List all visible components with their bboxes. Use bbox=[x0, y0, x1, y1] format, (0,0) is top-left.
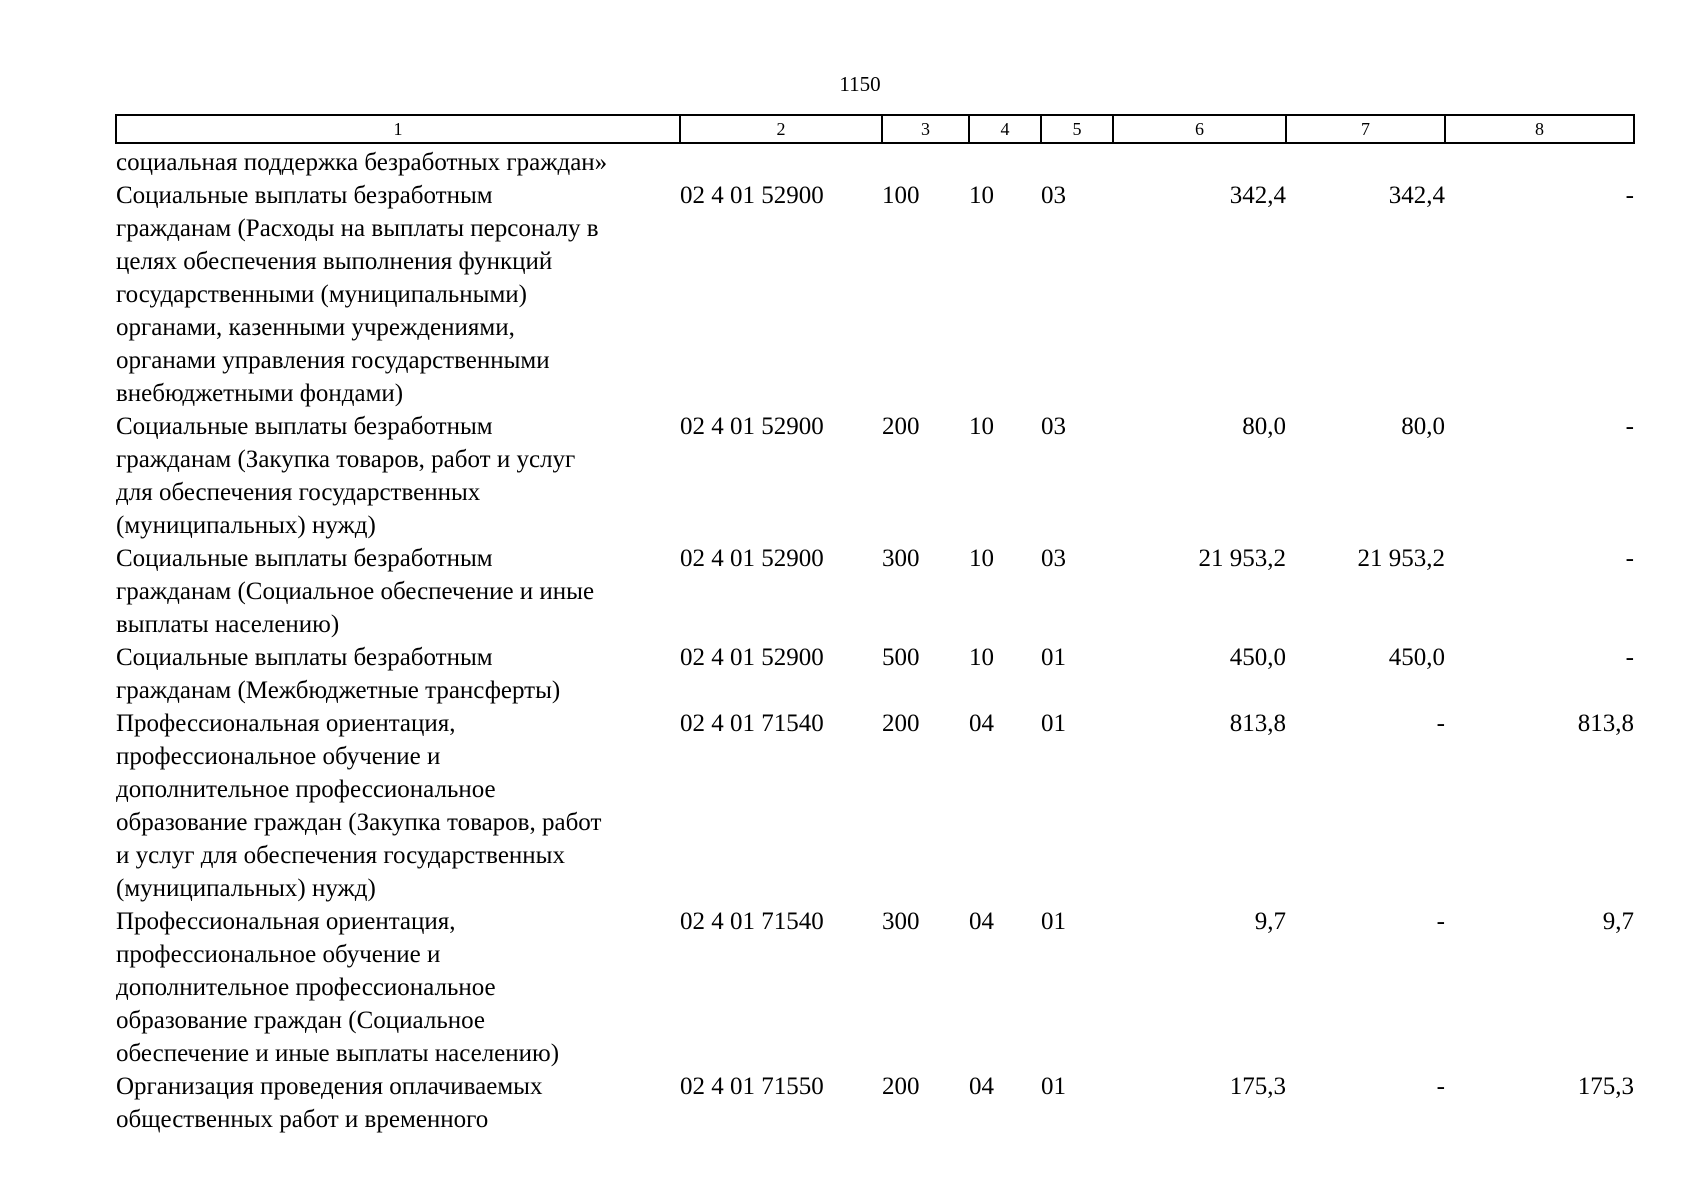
row-rz: 04 bbox=[969, 908, 994, 935]
table-row bbox=[116, 410, 1634, 542]
row-code: 02 4 01 52900 bbox=[680, 182, 824, 209]
row-vr: 300 bbox=[882, 545, 920, 572]
header-row bbox=[116, 115, 1634, 143]
column-header-1: 1 bbox=[116, 115, 680, 143]
row-total: 342,4 bbox=[1229, 182, 1286, 209]
row-description: Социальные выплаты безработным гражданам (Закупка товаров, работ и услуг для обеспечения государственных (муниципальных) нужд) bbox=[116, 413, 576, 539]
row-pr: 01 bbox=[1041, 710, 1066, 737]
row-vr: 200 bbox=[882, 710, 920, 737]
row-rz: 10 bbox=[969, 545, 994, 572]
row-code: 02 4 01 52900 bbox=[680, 545, 824, 572]
row-total: 175,3 bbox=[1229, 1073, 1286, 1100]
column-header-5: 5 bbox=[1041, 115, 1113, 143]
row-pr: 01 bbox=[1041, 908, 1066, 935]
row-description: Профессиональная ориентация, профессиональное обучение и дополнительное профессиональное образование граждан (Закупка товаров, работ и услуг для обеспечения государственных (муниципальных) нужд) bbox=[116, 710, 602, 902]
budget-table bbox=[115, 114, 1635, 1136]
row-total: 80,0 bbox=[1242, 413, 1286, 440]
row-rz: 04 bbox=[969, 710, 994, 737]
row-col7: - bbox=[1436, 710, 1445, 737]
row-vr: 500 bbox=[882, 644, 920, 671]
row-col8: 175,3 bbox=[1577, 1073, 1634, 1100]
row-col8: - bbox=[1625, 182, 1634, 209]
row-pr: 03 bbox=[1041, 545, 1066, 572]
table-body bbox=[116, 143, 1634, 1136]
row-col7: 342,4 bbox=[1388, 182, 1445, 209]
row-description: Организация проведения оплачиваемых общественных работ и временного bbox=[116, 1073, 543, 1133]
table-row bbox=[116, 641, 1634, 707]
row-col8: - bbox=[1625, 644, 1634, 671]
row-col8: 9,7 bbox=[1602, 908, 1634, 935]
row-total: 21 953,2 bbox=[1198, 545, 1286, 572]
row-rz: 04 bbox=[969, 1073, 994, 1100]
row-description: Социальные выплаты безработным гражданам (Расходы на выплаты персоналу в целях обеспечения выполнения функций государственными (муниципальными) органами, казенными учреждениями, органами управления государственными внебюджетными фондами) bbox=[116, 182, 599, 407]
row-col7: - bbox=[1436, 1073, 1445, 1100]
row-total: 813,8 bbox=[1229, 710, 1286, 737]
table-row bbox=[116, 542, 1634, 641]
row-col8: 813,8 bbox=[1577, 710, 1634, 737]
row-rz: 10 bbox=[969, 413, 994, 440]
row-code: 02 4 01 71540 bbox=[680, 710, 824, 737]
column-header-8: 8 bbox=[1445, 115, 1634, 143]
row-vr: 300 bbox=[882, 908, 920, 935]
page-number: 1150 bbox=[839, 72, 881, 96]
row-col7: 21 953,2 bbox=[1357, 545, 1445, 572]
continuation-text: социальная поддержка безработных граждан» bbox=[116, 149, 608, 176]
table-row bbox=[116, 707, 1634, 905]
row-pr: 03 bbox=[1041, 182, 1066, 209]
column-header-4: 4 bbox=[969, 115, 1041, 143]
row-rz: 10 bbox=[969, 182, 994, 209]
row-total: 450,0 bbox=[1229, 644, 1286, 671]
row-description: Профессиональная ориентация, профессиональное обучение и дополнительное профессиональное образование граждан (Социальное обеспечение и иные выплаты населению) bbox=[116, 908, 560, 1067]
row-col7: 450,0 bbox=[1388, 644, 1445, 671]
row-pr: 01 bbox=[1041, 644, 1066, 671]
row-vr: 200 bbox=[882, 413, 920, 440]
table-header bbox=[116, 115, 1634, 143]
column-header-7: 7 bbox=[1286, 115, 1445, 143]
row-col8: - bbox=[1625, 545, 1634, 572]
row-vr: 200 bbox=[882, 1073, 920, 1100]
column-header-6: 6 bbox=[1113, 115, 1286, 143]
row-description: Социальные выплаты безработным гражданам (Социальное обеспечение и иные выплаты населению) bbox=[116, 545, 595, 638]
row-pr: 03 bbox=[1041, 413, 1066, 440]
table-row bbox=[116, 1070, 1634, 1136]
row-col7: - bbox=[1436, 908, 1445, 935]
column-header-2: 2 bbox=[680, 115, 882, 143]
row-total: 9,7 bbox=[1254, 908, 1286, 935]
row-code: 02 4 01 71550 bbox=[680, 1073, 824, 1100]
row-rz: 10 bbox=[969, 644, 994, 671]
table-row bbox=[116, 905, 1634, 1070]
row-col8: - bbox=[1625, 413, 1634, 440]
row-code: 02 4 01 52900 bbox=[680, 644, 824, 671]
row-description: Социальные выплаты безработным гражданам (Межбюджетные трансферты) bbox=[116, 644, 561, 704]
row-code: 02 4 01 71540 bbox=[680, 908, 824, 935]
row-pr: 01 bbox=[1041, 1073, 1066, 1100]
table-row bbox=[116, 179, 1634, 410]
row-code: 02 4 01 52900 bbox=[680, 413, 824, 440]
continuation-row bbox=[116, 143, 1634, 179]
column-header-3: 3 bbox=[882, 115, 969, 143]
row-col7: 80,0 bbox=[1401, 413, 1445, 440]
row-vr: 100 bbox=[882, 182, 920, 209]
